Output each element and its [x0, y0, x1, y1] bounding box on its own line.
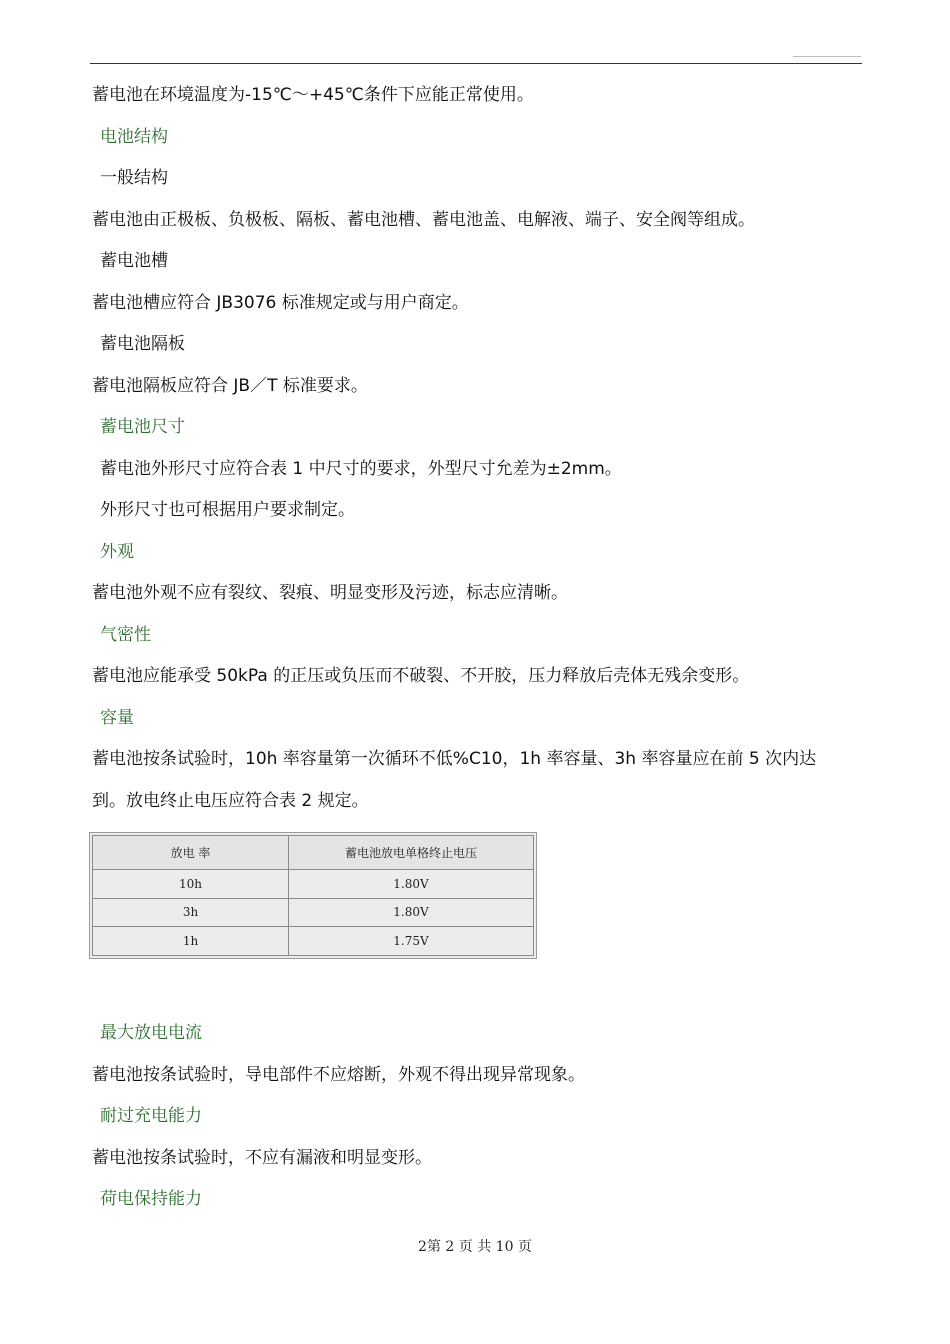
- table-cell: 3h: [93, 898, 289, 927]
- table-cell: 10h: [93, 869, 289, 898]
- text-line: 蓄电池按条试验时，导电部件不应熔断，外观不得出现异常现象。: [92, 1065, 585, 1085]
- text-line: 蓄电池隔板应符合 JB／T 标准要求。: [92, 376, 368, 396]
- section-heading: 蓄电池尺寸: [100, 417, 185, 437]
- text-line: 到。放电终止电压应符合表 2 规定。: [92, 791, 369, 811]
- section-heading: 最大放电电流: [100, 1023, 202, 1043]
- sub-heading: 一般结构: [100, 168, 168, 188]
- section-heading: 气密性: [100, 625, 151, 645]
- table-cell: 1.75V: [289, 927, 534, 956]
- text-line: 蓄电池外形尺寸应符合表 1 中尺寸的要求，外型尺寸允差为±2mm。: [100, 459, 622, 479]
- table-cell: 1h: [93, 927, 289, 956]
- table-cell: 1.80V: [289, 898, 534, 927]
- text-line: 蓄电池应能承受 50kPa 的正压或负压而不破裂、不开胶，压力释放后壳体无残余变形。: [92, 666, 750, 686]
- text-line: 蓄电池按条试验时，10h 率容量第一次循环不低%C10，1h 率容量、3h 率容量应在前 5 次内达: [92, 749, 817, 769]
- table-cell: 1.80V: [289, 869, 534, 898]
- discharge-voltage-table: [89, 832, 537, 959]
- table-header-row: [93, 836, 534, 870]
- text-line: 外形尺寸也可根据用户要求制定。: [100, 500, 355, 520]
- section-heading: 荷电保持能力: [100, 1189, 202, 1209]
- sub-heading: 蓄电池隔板: [100, 334, 185, 354]
- page-footer: 2第 2 页 共 10 页: [418, 1239, 532, 1255]
- header-decoration: [793, 56, 861, 57]
- sub-heading: 蓄电池槽: [100, 251, 168, 271]
- text-line: 蓄电池按条试验时，不应有漏液和明显变形。: [92, 1148, 432, 1168]
- table-row: [93, 869, 534, 898]
- text-line: 蓄电池由正极板、负极板、隔板、蓄电池槽、蓄电池盖、电解液、端子、安全阀等组成。: [92, 210, 755, 230]
- header-rule: [90, 63, 862, 64]
- text-line: 蓄电池在环境温度为-15℃～+45℃条件下应能正常使用。: [92, 85, 534, 105]
- section-heading: 容量: [100, 708, 134, 728]
- table-row: [93, 898, 534, 927]
- section-heading: 电池结构: [100, 127, 168, 147]
- text-line: 蓄电池槽应符合 JB3076 标准规定或与用户商定。: [92, 293, 469, 313]
- table-header-cell: 放电 率: [93, 836, 289, 870]
- table-row: [93, 927, 534, 956]
- text-line: 蓄电池外观不应有裂纹、裂痕、明显变形及污迹，标志应清晰。: [92, 583, 568, 603]
- table-header-cell: 蓄电池放电单格终止电压: [289, 836, 534, 870]
- section-heading: 耐过充电能力: [100, 1106, 202, 1126]
- section-heading: 外观: [100, 542, 134, 562]
